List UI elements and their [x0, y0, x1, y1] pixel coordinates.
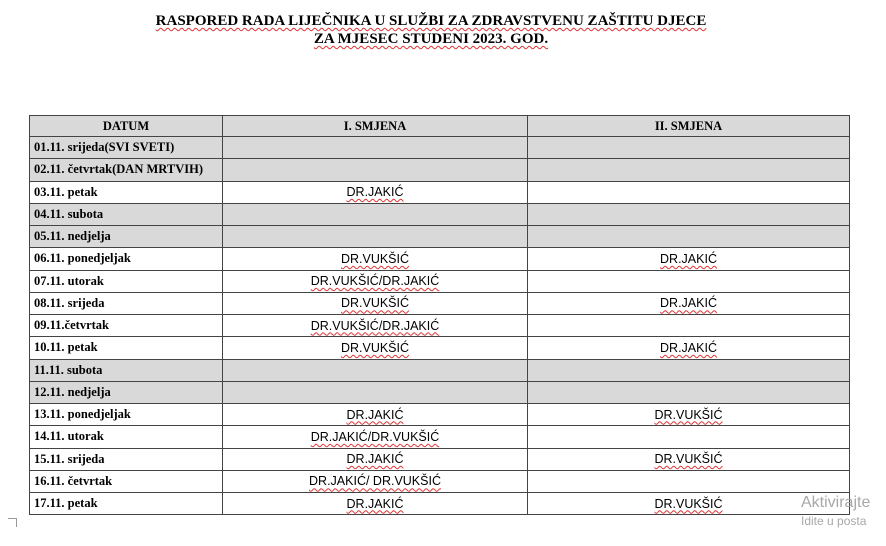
table-row	[30, 404, 850, 426]
date-cell[interactable]: 03.11. petak	[30, 181, 223, 203]
date-cell[interactable]: 12.11. nedjelja	[30, 381, 223, 403]
doctor-name: DR.VUKŠIĆ/DR.JAKIĆ	[310, 274, 440, 289]
doctor-name: DR.VUKŠIĆ	[654, 452, 723, 467]
shift-1-cell[interactable]	[223, 137, 528, 159]
date-cell[interactable]: 02.11. četvrtak(DAN MRTVIH)	[30, 159, 223, 181]
schedule-table	[29, 115, 850, 515]
shift-2-cell[interactable]	[528, 448, 850, 470]
date-cell[interactable]: 15.11. srijeda	[30, 448, 223, 470]
shift-2-cell[interactable]	[528, 292, 850, 314]
table-row	[30, 381, 850, 403]
date-cell[interactable]: 13.11. ponedjeljak	[30, 404, 223, 426]
shift-1-cell[interactable]	[223, 270, 528, 292]
table-row	[30, 159, 850, 181]
doctor-name: DR.VUKŠIĆ	[340, 251, 410, 266]
doctor-name: DR.JAKIĆ	[660, 340, 717, 355]
doctor-name: DR.VUKŠIĆ	[340, 340, 410, 355]
doctor-name: DR.VUKŠIĆ	[654, 496, 723, 511]
doctor-name: DR.JAKIĆ	[660, 296, 717, 311]
shift-1-cell[interactable]	[223, 404, 528, 426]
watermark-line-2: Idite u posta	[801, 514, 867, 528]
date-cell[interactable]: 17.11. petak	[30, 493, 223, 515]
doctor-name: DR.JAKIĆ	[660, 251, 717, 266]
table-row	[30, 226, 850, 248]
shift-1-cell[interactable]	[223, 470, 528, 492]
table-row	[30, 470, 850, 492]
shift-2-cell[interactable]	[528, 381, 850, 403]
table-row	[30, 493, 850, 515]
shift-1-cell[interactable]	[223, 248, 528, 270]
watermark-line-1: Aktivirajte	[801, 494, 871, 511]
shift-1-cell[interactable]	[223, 359, 528, 381]
shift-1-cell[interactable]	[223, 426, 528, 448]
date-cell[interactable]: 07.11. utorak	[30, 270, 223, 292]
shift-2-cell[interactable]	[528, 470, 850, 492]
shift-1-cell[interactable]	[223, 226, 528, 248]
date-cell[interactable]: 06.11. ponedjeljak	[30, 248, 223, 270]
doctor-name: DR.JAKIĆ/ DR.VUKŠIĆ	[309, 474, 441, 489]
title-line-1: RASPORED RADA LIJEČNIKA U SLUŽBI ZA ZDRAVSTVENU ZAŠTITU DJECE	[155, 13, 707, 29]
shift-1-cell[interactable]	[223, 292, 528, 314]
title-line-2: ZA MJESEC STUDENI 2023. GOD.	[313, 31, 549, 47]
shift-2-cell[interactable]	[528, 315, 850, 337]
shift-2-cell[interactable]	[528, 137, 850, 159]
date-cell[interactable]: 05.11. nedjelja	[30, 226, 223, 248]
shift-2-cell[interactable]	[528, 226, 850, 248]
shift-1-cell[interactable]	[223, 337, 528, 359]
doctor-name: DR.JAKIĆ	[346, 452, 404, 467]
shift-2-cell[interactable]	[528, 203, 850, 225]
table-row	[30, 137, 850, 159]
table-row	[30, 337, 850, 359]
shift-2-cell[interactable]	[528, 359, 850, 381]
date-cell[interactable]: 09.11.četvrtak	[30, 315, 223, 337]
shift-2-cell[interactable]	[528, 426, 850, 448]
shift-1-cell[interactable]	[223, 381, 528, 403]
doctor-name: DR.VUKŠIĆ	[340, 296, 410, 311]
doctor-name: DR.JAKIĆ	[346, 496, 404, 511]
date-cell[interactable]: 08.11. srijeda	[30, 292, 223, 314]
header-shift-1: I. SMJENA	[223, 116, 528, 137]
doctor-name: DR.JAKIĆ	[346, 185, 404, 200]
table-row	[30, 426, 850, 448]
date-cell[interactable]: 11.11. subota	[30, 359, 223, 381]
doctor-name: DR.JAKIĆ/DR.VUKŠIĆ	[310, 429, 440, 444]
page-corner-mark	[8, 518, 17, 527]
header-date: DATUM	[30, 116, 223, 137]
table-row	[30, 270, 850, 292]
doctor-name: DR.JAKIĆ	[346, 407, 404, 422]
table-row	[30, 181, 850, 203]
shift-1-cell[interactable]	[223, 493, 528, 515]
shift-2-cell[interactable]	[528, 248, 850, 270]
shift-2-cell[interactable]	[528, 404, 850, 426]
shift-1-cell[interactable]	[223, 203, 528, 225]
document-title	[0, 12, 862, 48]
table-header-row	[30, 116, 850, 137]
date-cell[interactable]: 01.11. srijeda(SVI SVETI)	[30, 137, 223, 159]
shift-1-cell[interactable]	[223, 448, 528, 470]
doctor-name: DR.VUKŠIĆ/DR.JAKIĆ	[310, 318, 440, 333]
date-cell[interactable]: 04.11. subota	[30, 203, 223, 225]
shift-2-cell[interactable]	[528, 181, 850, 203]
activation-watermark	[801, 493, 870, 529]
table-row	[30, 203, 850, 225]
shift-1-cell[interactable]	[223, 159, 528, 181]
date-cell[interactable]: 14.11. utorak	[30, 426, 223, 448]
shift-2-cell[interactable]	[528, 270, 850, 292]
shift-1-cell[interactable]	[223, 181, 528, 203]
table-row	[30, 248, 850, 270]
table-row	[30, 359, 850, 381]
date-cell[interactable]: 10.11. petak	[30, 337, 223, 359]
table-row	[30, 448, 850, 470]
schedule-body	[30, 137, 850, 515]
shift-1-cell[interactable]	[223, 315, 528, 337]
shift-2-cell[interactable]	[528, 159, 850, 181]
table-row	[30, 292, 850, 314]
shift-2-cell[interactable]	[528, 337, 850, 359]
table-row	[30, 315, 850, 337]
date-cell[interactable]: 16.11. četvrtak	[30, 470, 223, 492]
header-shift-2: II. SMJENA	[528, 116, 850, 137]
doctor-name: DR.VUKŠIĆ	[654, 407, 723, 422]
